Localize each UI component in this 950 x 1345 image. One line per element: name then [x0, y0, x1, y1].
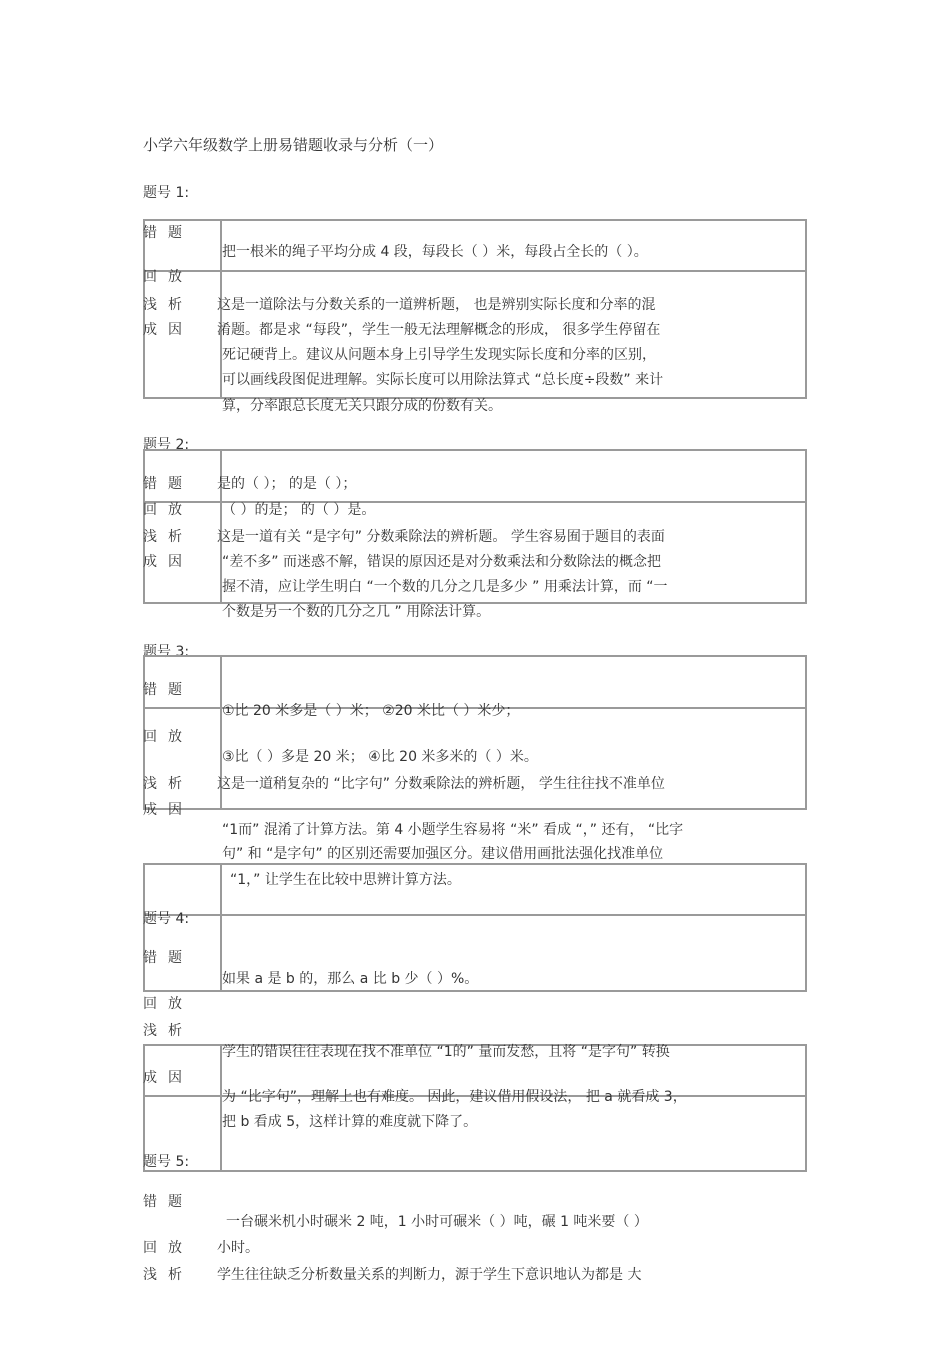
- q4-label-huifang: 回放: [143, 996, 193, 1012]
- q1-table-row-line: [143, 270, 807, 272]
- q4-analysis-line: 为 “比字句”，理解上也有难度。 因此，建议借用假设法， 把 a 就看成 3，: [222, 1089, 687, 1105]
- q1-label-huifang: 回放: [143, 269, 193, 285]
- q5-analysis-line: 学生往往缺乏分析数量关系的判断力，源于学生下意识地认为都是 大: [217, 1267, 642, 1283]
- q3-analysis-line: “1，” 让学生在比较中思辨计算方法。: [230, 872, 461, 888]
- q5-label-huifang: 回放: [143, 1240, 193, 1256]
- question-number-2: 题号 2:: [143, 437, 190, 453]
- q2-analysis-line: “差不多” 而迷惑不解，错误的原因还是对分数乘法和分数除法的概念把: [222, 554, 661, 570]
- q4-table-row-line: [143, 914, 807, 916]
- q2-analysis-line: 握不清，应让学生明白 “一个数的几分之几是多少 ” 用乘法计算，而 “一: [222, 579, 668, 595]
- q2-problem-line: 是的（ ）； 的是（ ）；: [217, 476, 357, 492]
- q1-label-qianxi: 浅析: [143, 297, 193, 313]
- question-number-4: 题号 4:: [143, 911, 190, 927]
- q3-label-chengyin: 成因: [143, 802, 193, 818]
- q4-analysis-line: 把 b 看成 5，这样计算的难度就下降了。: [222, 1114, 478, 1130]
- q4-analysis-line: 学生的错误往往表现在找不准单位 “1的” 量而发愁，且将 “是字句” 转换: [222, 1044, 670, 1060]
- q2-label-cuoti: 错题: [143, 476, 193, 492]
- q3-problem-line: ③比（ ）多是 20 米； ④比 20 米多米的（ ）米。: [222, 749, 538, 765]
- q4-analysis-table-divider: [220, 1044, 222, 1172]
- question-number-5: 题号 5:: [143, 1154, 190, 1170]
- q4-problem-text: 如果 a 是 b 的，那么 a 比 b 少（ ）%。: [222, 971, 479, 987]
- question-number-1: 题号 1:: [143, 185, 190, 201]
- q1-analysis-line: 这是一道除法与分数关系的一道辨析题， 也是辨别实际长度和分率的混: [217, 297, 656, 313]
- q4-label-qianxi: 浅析: [143, 1023, 193, 1039]
- q2-analysis-line: 个数是另一个数的几分之几 ” 用除法计算。: [222, 604, 491, 620]
- q3-analysis-line: “1而” 混淆了计算方法。第 4 小题学生容易将 “米” 看成 “，” 还有， “比字: [222, 822, 684, 838]
- q1-analysis-line: 淆题。都是求 “每段”，学生一般无法理解概念的形成， 很多学生停留在: [217, 322, 661, 338]
- q2-label-chengyin: 成因: [143, 554, 193, 570]
- q4-analysis-table: [143, 1044, 807, 1172]
- q1-problem-text: 把一根米的绳子平均分成 4 段，每段长（ ）米，每段占全长的（ ）。: [222, 244, 648, 260]
- q1-analysis-line: 可以画线段图促进理解。实际长度可以用除法算式 “总长度÷段数” 来计: [222, 372, 664, 388]
- q4-label-chengyin: 成因: [143, 1070, 193, 1086]
- q1-label-chengyin: 成因: [143, 322, 193, 338]
- page-title: 小学六年级数学上册易错题收录与分析（一）: [143, 136, 444, 154]
- q2-analysis-line: 这是一道有关 “是字句” 分数乘除法的辨析题。 学生容易囿于题目的表面: [217, 529, 665, 545]
- q2-problem-line: （ ）的是； 的（ ）是。: [222, 502, 376, 518]
- q3-label-cuoti: 错题: [143, 682, 193, 698]
- q3-label-qianxi: 浅析: [143, 776, 193, 792]
- q1-label-cuoti: 错题: [143, 225, 193, 241]
- q2-label-qianxi: 浅析: [143, 529, 193, 545]
- q2-label-huifang: 回放: [143, 502, 193, 518]
- question-number-3: 题号 3:: [143, 644, 190, 660]
- q1-analysis-line: 死记硬背上。建议从问题本身上引导学生发现实际长度和分率的区别，: [222, 347, 656, 363]
- q5-label-qianxi: 浅析: [143, 1267, 193, 1283]
- q5-label-cuoti: 错题: [143, 1194, 193, 1210]
- q4-label-cuoti: 错题: [143, 950, 193, 966]
- q3-problem-line: ①比 20 米多是（ ）米； ②20 米比（ ）米少；: [222, 703, 520, 719]
- q3-label-huifang: 回放: [143, 729, 193, 745]
- q5-problem-line: 一台碾米机小时碾米 2 吨，1 小时可碾米（ ）吨，碾 1 吨米要（ ）: [226, 1214, 648, 1230]
- q1-analysis-line: 算，分率跟总长度无关只跟分成的份数有关。: [222, 398, 502, 414]
- q3-analysis-line: 这是一道稍复杂的 “比字句” 分数乘除法的辨析题， 学生往往找不准单位: [217, 776, 665, 792]
- q3-analysis-line: 句” 和 “是字句” 的区别还需要加强区分。建议借用画批法强化找准单位: [222, 846, 664, 862]
- q5-problem-line: 小时。: [217, 1240, 259, 1256]
